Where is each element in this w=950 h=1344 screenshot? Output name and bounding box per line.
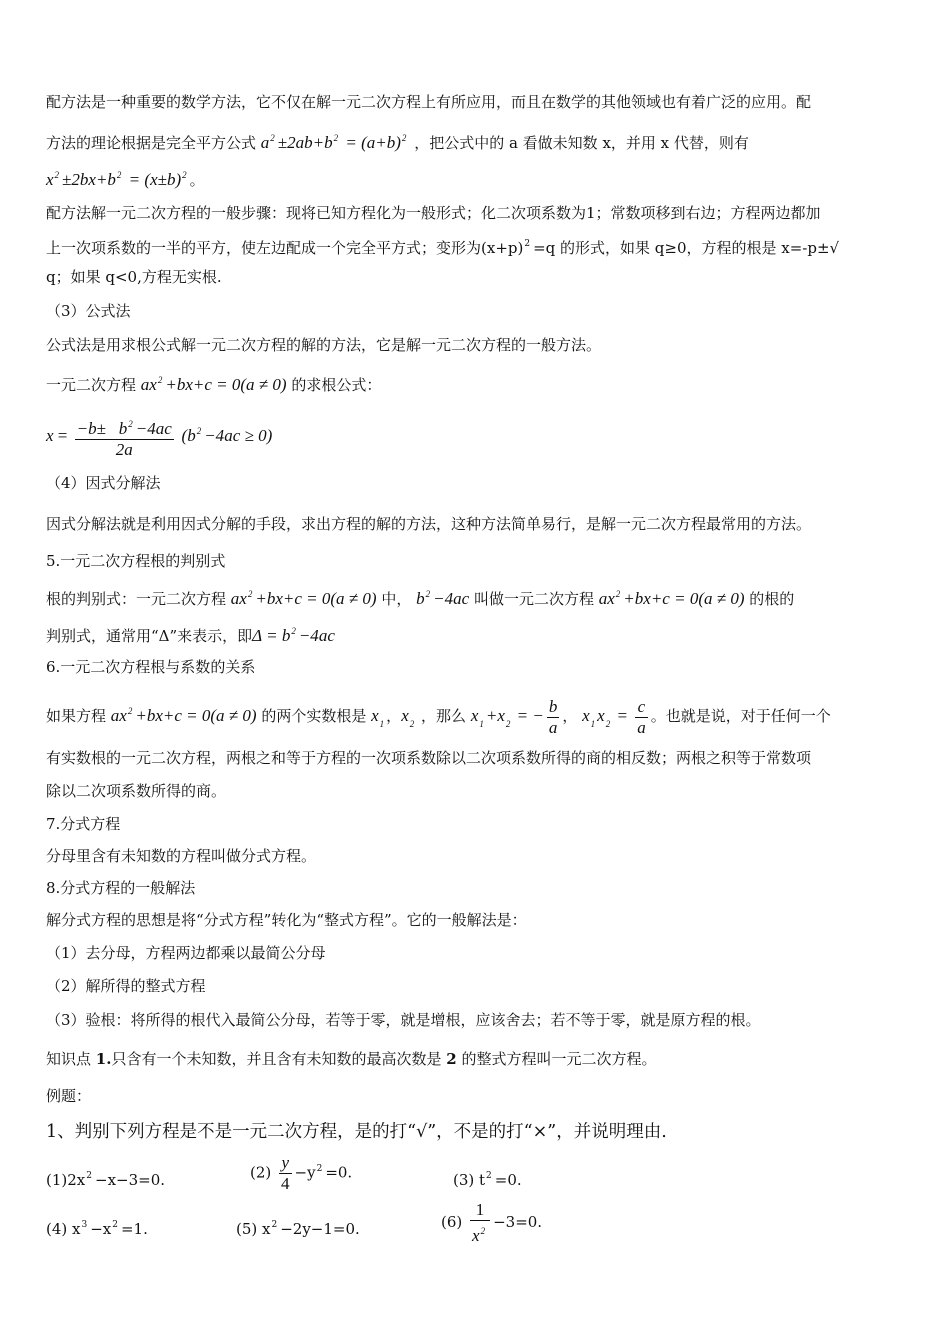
option-4: (4) $x^3 -x^2 =1$. (46, 1220, 148, 1238)
s8-step-2: （2）解所得的整式方程 (46, 977, 206, 995)
quadratic-formula: x = $\frac{-b\pm b^2 -4ac}{2a}$ $(b^2 -4ac \ge 0)$ (46, 408, 906, 460)
s8-desc: 解分式方程的思想是将“分式方程”转化为“整式方程”。它的一般解法是： (46, 911, 527, 929)
option-5: (5) $x^2 -2y-1=0$. (236, 1220, 360, 1238)
s5-heading: 5.一元二次方程根的判别式 (46, 552, 226, 570)
s6-heading: 6.一元二次方程根与系数的关系 (46, 658, 256, 676)
s3-formula-intro: 一元二次方程 $ax^2 +bx+c = 0(a \ne 0)$ 的求根公式： (46, 375, 382, 394)
para1-line2: 方法的理论根据是完全平方公式 $a^2 \pm 2ab+b^2 = (a+b)^2$ ，把公式中的 a 看做未知数 x，并用 x 代替，则有 (46, 133, 749, 152)
example-label: 例题： (46, 1087, 92, 1105)
s3-desc: 公式法是用求根公式解一元二次方程的解的方法，它是解一元二次方程的一般方法。 (46, 336, 602, 354)
para2-line3: q；如果 q<0,方程无实根. (46, 268, 222, 286)
s8-step-1: （1）去分母，方程两边都乘以最简公分母 (46, 944, 326, 962)
s3-heading: （3）公式法 (46, 302, 131, 320)
s4-desc: 因式分解法就是利用因式分解的手段，求出方程的解的方法，这种方法简单易行，是解一元二次方程最常用的方法。 (46, 515, 812, 533)
s6-line1: 如果方程 $ax^2 +bx+c = 0(a \ne 0)$ 的两个实数根是 $x_1$ ，$x_2$ ，那么 $x_1 +x_2$ = − $\frac{b}{a}$ ， $x_1$ $x_2$ = $\frac{c}{a}$ 。也就是说，对于任何一个 (46, 696, 831, 737)
s6-line3: 除以二次项系数所得的商。 (46, 782, 227, 800)
question-1: 1、判别下列方程是不是一元二次方程，是的打“√”，不是的打“×”，并说明理由. (46, 1122, 667, 1142)
s5-line2: 判别式，通常用“Δ”来表示，即$\Delta = b^2 -4ac$ (46, 626, 335, 645)
para1-line3: $x^2 \pm 2bx+b^2 = (x\pm b)^2$ 。 (46, 170, 205, 189)
s7-heading: 7.分式方程 (46, 815, 121, 833)
option-6: (6) $\frac{1}{x^2}$ −3=0. (441, 1200, 543, 1245)
s8-step-3: （3）验根：将所得的根代入最简公分母，若等于零，就是增根，应该舍去；若不等于零，就是原方程的根。 (46, 1011, 761, 1029)
s4-heading: （4）因式分解法 (46, 474, 161, 492)
option-3: (3) $t^2 =0$. (453, 1171, 522, 1189)
s8-heading: 8.分式方程的一般解法 (46, 879, 196, 897)
s6-line2: 有实数根的一元二次方程，两根之和等于方程的一次项系数除以二次项系数所得的商的相反数；两根之积等于常数项 (46, 749, 812, 767)
s5-line1: 根的判别式：一元二次方程 $ax^2 +bx+c = 0(a \ne 0)$ 中， $b^2 -4ac$ 叫做一元二次方程 $ax^2 +bx+c = 0(a \ne 0)$ 的根的 (46, 589, 795, 608)
perfect-square-formula: $a^2 \pm 2ab+b^2 = (a+b)^2$ (260, 133, 407, 152)
knowledge-point: 知识点 1.只含有一个未知数，并且含有未知数的最高次数是 2 的整式方程叫一元二次方程。 (46, 1050, 657, 1068)
para2-line1: 配方法解一元二次方程的一般步骤：现将已知方程化为一般形式；化二次项系数为1；常数项移到右边；方程两边都加 (46, 204, 821, 222)
option-2: (2) $\frac{y}{4}$ $-y^2 =0$. (250, 1153, 353, 1193)
completed-square-formula: $x^2 \pm 2bx+b^2 = (x\pm b)^2$ (46, 170, 187, 189)
para2-line2: 上一次项系数的一半的平方，使左边配成一个完全平方式；变形为$(x+p)^2 =q$ 的形式，如果 q≥0，方程的根是 x=-p±√ (46, 239, 840, 257)
option-1: $(1)2x^2 -x-3=0$. (46, 1171, 166, 1189)
para1-line1: 配方法是一种重要的数学方法，它不仅在解一元二次方程上有所应用，而且在数学的其他领域也有着广泛的应用。配 (46, 93, 812, 111)
s7-desc: 分母里含有未知数的方程叫做分式方程。 (46, 847, 317, 865)
